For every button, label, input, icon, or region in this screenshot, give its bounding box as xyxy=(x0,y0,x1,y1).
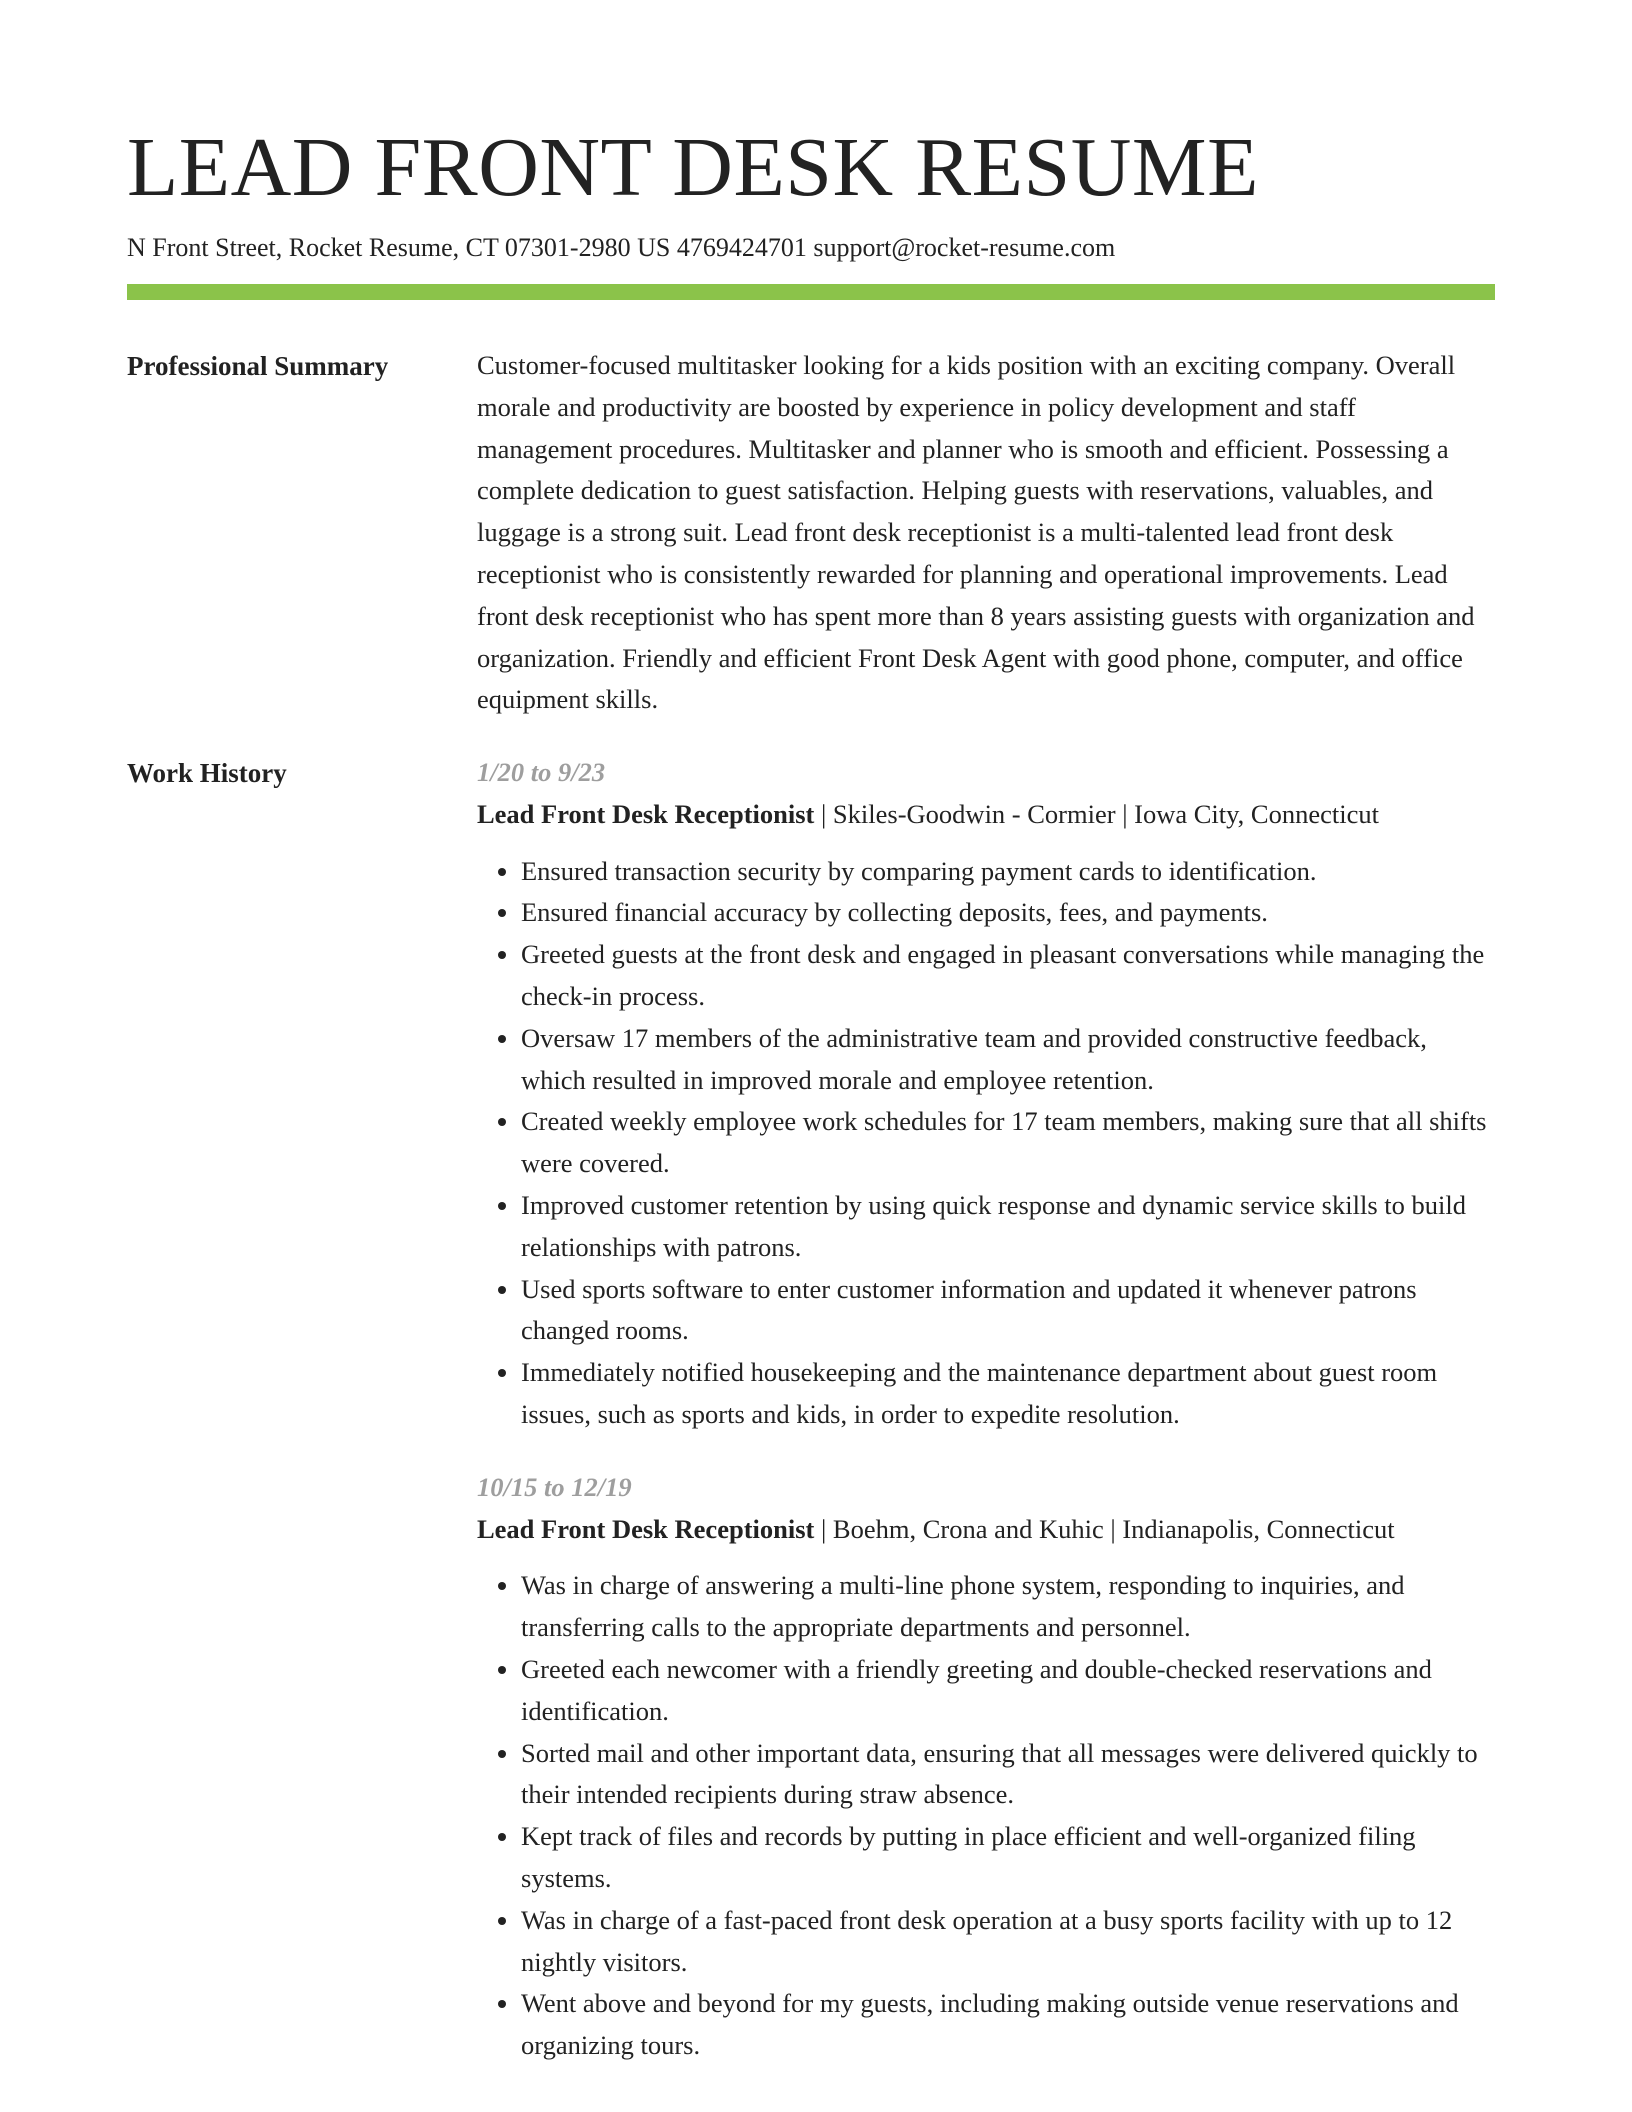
job-bullet: • Greeted guests at the front desk and engaged in pleasant conversations while managing the check-in process. xyxy=(521,934,1495,1018)
job-bullet-list xyxy=(477,1565,1495,2067)
summary-text: Customer-focused multitasker looking for a kids position with an exciting company. Overall morale and productivity are boosted by experience in policy development and staff management procedures. Multitasker and planner who is smooth and efficient. Possessing a complete dedication to guest satisfaction. Helping guests with reservations, valuables, and luggage is a strong suit. Lead front desk receptionist is a multi-talented lead front desk receptionist who is consistently rewarded for planning and operational improvements. Lead front desk receptionist who has spent more than 8 years assisting guests with organization and organization. Friendly and efficient Front Desk Agent with good phone, computer, and office equipment skills. xyxy=(477,350,1475,715)
job-employer-location: | Boehm, Crona and Kuhic | Indianapolis, Connecticut xyxy=(814,1513,1395,1544)
section-label-work-history: Work History xyxy=(127,758,287,788)
job-bullet: • Sorted mail and other important data, ensuring that all messages were delivered quickly to their intended recipients during straw absence. xyxy=(521,1733,1495,1817)
job-dates: 1/20 to 9/23 xyxy=(477,757,606,787)
job-employer-location: | Skiles-Goodwin - Cormier | Iowa City, Connecticut xyxy=(814,798,1379,829)
job-heading xyxy=(477,794,1495,836)
job-bullet: • Used sports software to enter customer information and updated it whenever patrons changed rooms. xyxy=(521,1269,1495,1353)
job-bullet: • Kept track of files and records by putting in place efficient and well-organized filing systems. xyxy=(521,1816,1495,1900)
job-bullet: • Went above and beyond for my guests, including making outside venue reservations and organizing tours. xyxy=(521,1983,1495,2067)
job-bullet: • Oversaw 17 members of the administrative team and provided constructive feedback, which resulted in improved morale and employee retention. xyxy=(521,1018,1495,1102)
summary-body xyxy=(477,345,1495,721)
job-bullet: • Created weekly employee work schedules for 17 team members, making sure that all shifts were covered. xyxy=(521,1101,1495,1185)
job-title: Lead Front Desk Receptionist xyxy=(477,798,815,829)
job-bullet: • Improved customer retention by using quick response and dynamic service skills to build relationships with patrons. xyxy=(521,1185,1495,1269)
job-bullet: • Ensured transaction security by comparing payment cards to identification. xyxy=(521,851,1495,893)
contact-info: N Front Street, Rocket Resume, CT 07301-2980 US 4769424701 support@rocket-resume.com xyxy=(127,233,1116,262)
job-bullet: • Ensured financial accuracy by collecting deposits, fees, and payments. xyxy=(521,892,1495,934)
section-label-professional-summary: Professional Summary xyxy=(127,351,389,381)
job-bullet: • Immediately notified housekeeping and the maintenance department about guest room issues, such as sports and kids, in order to expedite resolution. xyxy=(521,1352,1495,1436)
job-bullet-list xyxy=(477,851,1495,1436)
job-bullet: • Was in charge of answering a multi-line phone system, responding to inquiries, and transferring calls to the appropriate departments and personnel. xyxy=(521,1565,1495,1649)
job-bullet: • Was in charge of a fast-paced front desk operation at a busy sports facility with up to 12 nightly visitors. xyxy=(521,1900,1495,1984)
header-divider xyxy=(127,284,1495,300)
work-history-body xyxy=(477,752,1495,2098)
job-bullet: • Greeted each newcomer with a friendly greeting and double-checked reservations and identification. xyxy=(521,1649,1495,1733)
job-entry xyxy=(477,1467,1495,2067)
job-heading xyxy=(477,1509,1495,1551)
job-title: Lead Front Desk Receptionist xyxy=(477,1513,815,1544)
job-dates: 10/15 to 12/19 xyxy=(477,1471,632,1502)
job-entry xyxy=(477,752,1495,1436)
resume-title: LEAD FRONT DESK RESUME xyxy=(127,121,1259,214)
